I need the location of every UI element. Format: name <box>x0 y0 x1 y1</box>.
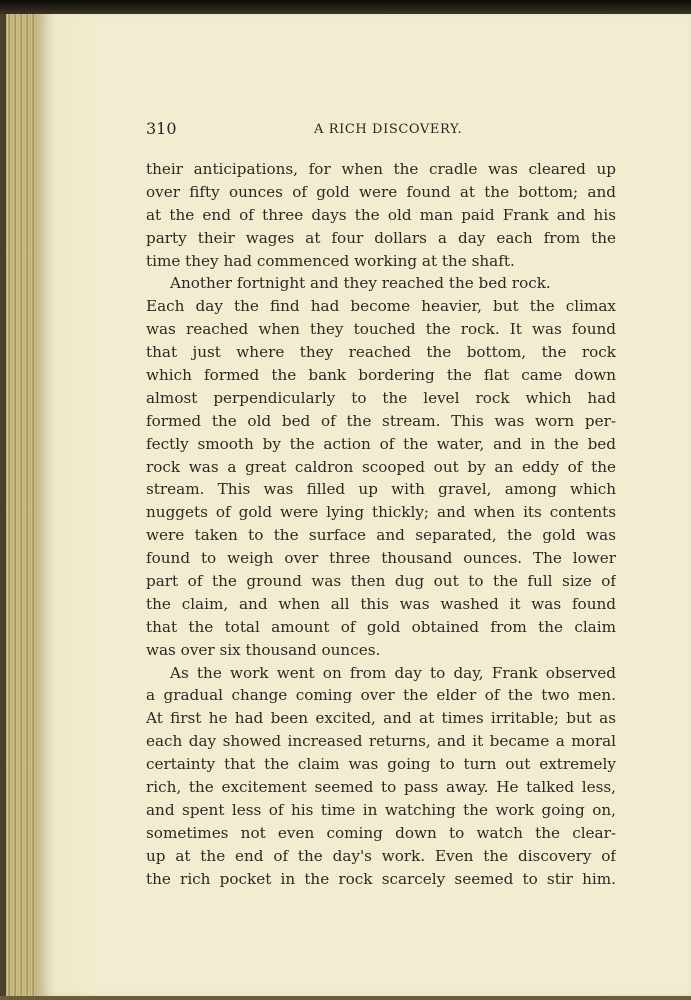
text-line: their anticipations, for when the cradle was cleared up <box>146 160 616 178</box>
text-line: nuggets of gold were lying thickly; and when its contents <box>146 503 616 522</box>
text-line: found to weigh over three thousand ounces. The lower <box>146 549 616 568</box>
text-line: were taken to the surface and separated, the gold was <box>146 526 616 545</box>
text-line: Each day the find had become heavier, but the climax <box>146 297 616 316</box>
text-line: a gradual change coming over the elder of the two men. <box>146 686 616 705</box>
text-line: over fifty ounces of gold were found at the bottom; and <box>146 182 616 201</box>
text-line: part of the ground was then dug out to the full size of <box>146 572 616 591</box>
text-line: stream. This was filled up with gravel, among which <box>146 480 616 499</box>
text-line: was reached when they touched the rock. It was found <box>146 320 616 339</box>
text-line: at the end of three days the old man paid Frank and his <box>146 205 616 224</box>
body-text <box>146 158 616 891</box>
text-line: that just where they reached the bottom, the rock <box>146 343 616 362</box>
running-head: A RICH DISCOVERY. <box>314 122 463 137</box>
text-line: party their wages at four dollars a day each from the <box>146 228 616 247</box>
text-line: sometimes not even coming down to watch the clear- <box>146 823 616 842</box>
book-spine-shadow <box>0 4 6 1000</box>
text-line: rich, the excitement seemed to pass away. He talked less, <box>146 778 616 797</box>
text-line: At first he had been excited, and at times irritable; but as <box>146 709 616 728</box>
page-number: 310 <box>146 119 177 138</box>
page-header <box>146 119 616 143</box>
text-line: certainty that the claim was going to turn out extremely <box>146 755 616 774</box>
text-line: rock was a great caldron scooped out by an eddy of the <box>146 457 616 476</box>
text-line: up at the end of the day's work. Even the discovery of <box>146 846 616 865</box>
text-line: formed the old bed of the stream. This was worn per- <box>146 411 616 430</box>
text-line: As the work went on from day to day, Frank observed <box>170 663 616 682</box>
bottom-edge <box>0 996 691 1000</box>
text-line: that the total amount of gold obtained from the claim <box>146 617 616 636</box>
text-line: fectly smooth by the action of the water, and in the bed <box>146 434 616 453</box>
text-line: the rich pocket in the rock scarcely seemed to stir him. <box>146 869 616 888</box>
text-line: and spent less of his time in watching the work going on, <box>146 800 616 819</box>
text-line: each day showed increased returns, and it became a moral <box>146 732 616 751</box>
text-line: Another fortnight and they reached the bed rock. <box>170 274 551 293</box>
text-line: almost perpendicularly to the level rock which had <box>146 388 616 407</box>
text-line: time they had commenced working at the shaft. <box>146 251 515 270</box>
text-line: which formed the bank bordering the flat came down <box>146 366 616 385</box>
text-line: was over six thousand ounces. <box>146 640 381 659</box>
top-shadow <box>0 0 691 14</box>
text-line: the claim, and when all this was washed it was found <box>146 594 616 613</box>
